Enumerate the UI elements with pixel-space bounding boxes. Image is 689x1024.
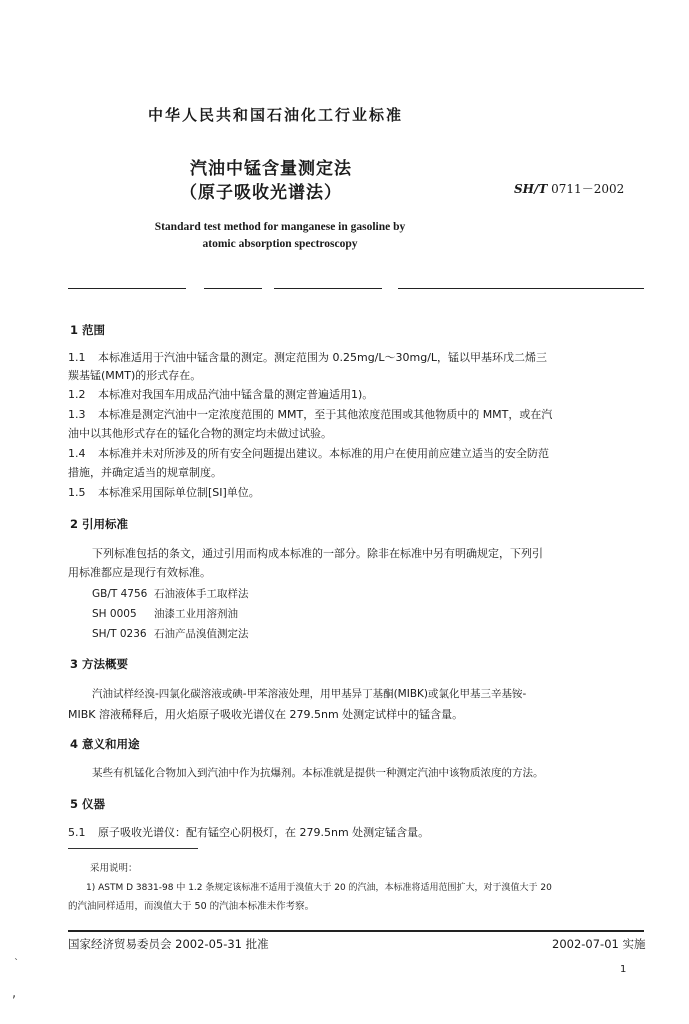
clause-number: 1.4 — [68, 447, 86, 460]
ref-item — [92, 626, 249, 641]
clause-text: 本标准对我国车用成品汽油中锰含量的测定普遍适用1)。 — [98, 388, 374, 401]
clause-1-5 — [68, 484, 646, 501]
english-title-line2: atomic absorption spectroscopy — [202, 238, 358, 250]
english-title-line1: Standard test method for manganese in gasoline by — [154, 221, 406, 233]
title-separator-mid2 — [274, 288, 382, 289]
footnote-line1: 1) ASTM D 3831-98 中 1.2 条规定该标准不适用于溴值大于 20 的汽油，本标准将适用范围扩大，对于溴值大于 20 — [86, 883, 552, 893]
clause-1-1-cont: 羰基锰(MMT)的形式存在。 — [68, 369, 202, 382]
clause-text: 本标准采用国际单位制[SI]单位。 — [98, 486, 260, 499]
scan-speck: , — [12, 986, 17, 1001]
section-1-title: 1 范围 — [70, 323, 106, 337]
ref-name: 石油液体手工取样法 — [154, 588, 249, 600]
title-separator-left — [68, 288, 186, 289]
footer-rule — [68, 930, 644, 932]
section-2-para-line1: 下列标准包括的条文，通过引用而构成本标准的一部分。除非在标准中另有明确规定，下列引 — [92, 547, 543, 560]
approval-date: 国家经济贸易委员会 2002-05-31 批准 — [68, 937, 269, 951]
clause-text: 本标准是测定汽油中一定浓度范围的 MMT，至于其他浓度范围或其他物质中的 MMT，或在汽 — [98, 408, 553, 421]
ref-name: 油漆工业用溶剂油 — [154, 608, 238, 620]
clause-text: 原子吸收光谱仪：配有锰空心阴极灯，在 279.5nm 处测定锰含量。 — [98, 826, 430, 839]
industry-heading: 中华人民共和国石油化工行业标准 — [148, 106, 404, 124]
clause-1-1 — [68, 349, 646, 366]
title-separator-right — [398, 288, 644, 289]
section-2-para-line2: 用标准都应是现行有效标准。 — [68, 566, 211, 579]
section-3-title: 3 方法概要 — [70, 657, 129, 671]
document-title: 汽油中锰含量测定法 — [190, 159, 352, 179]
standard-code-prefix: SH/T — [514, 182, 548, 196]
ref-item — [92, 606, 238, 621]
clause-text: 本标准适用于汽油中锰含量的测定。测定范围为 0.25mg/L～30mg/L，锰以甲基环戊二烯三 — [98, 351, 548, 364]
clause-text: 本标准并未对所涉及的所有安全问题提出建议。本标准的用户在使用前应建立适当的安全防范 — [98, 447, 549, 460]
footnote-rule — [68, 848, 198, 849]
page-number: 1 — [620, 964, 627, 975]
clause-1-4-cont: 措施，并确定适当的规章制度。 — [68, 466, 222, 479]
ref-item — [92, 586, 249, 601]
clause-number: 5.1 — [68, 826, 86, 839]
clause-1-3-cont: 油中以其他形式存在的锰化合物的测定均未做过试验。 — [68, 427, 332, 440]
section-4-title: 4 意义和用途 — [70, 737, 140, 751]
scan-speck: ` — [14, 958, 19, 969]
ref-code: SH/T 0236 — [92, 628, 147, 640]
clause-number: 1.3 — [68, 408, 86, 421]
section-5-title: 5 仪器 — [70, 797, 106, 811]
clause-number: 1.1 — [68, 351, 86, 364]
title-separator-mid1 — [204, 288, 262, 289]
clause-number: 1.2 — [68, 388, 86, 401]
clause-5-1 — [68, 824, 646, 841]
section-3-para-line1: 汽油试样经溴-四氯化碳溶液或碘-甲苯溶液处理，用甲基异丁基酮(MIBK)或氯化甲基三辛基铵- — [92, 688, 527, 700]
standard-code-number: 0711－2002 — [551, 182, 625, 196]
footnote-line2: 的汽油同样适用，而溴值大于 50 的汽油本标准未作考察。 — [68, 901, 315, 912]
clause-number: 1.5 — [68, 486, 86, 499]
clause-1-3 — [68, 406, 646, 423]
effective-date: 2002-07-01 实施 — [552, 937, 646, 951]
section-3-para-line2: MIBK 溶液稀释后，用火焰原子吸收光谱仪在 279.5nm 处测定试样中的锰含量。 — [68, 708, 464, 721]
clause-1-2 — [68, 386, 646, 403]
footnote-label: 采用说明： — [90, 863, 138, 874]
ref-code: GB/T 4756 — [92, 588, 148, 600]
document-subtitle: （原子吸收光谱法） — [180, 183, 342, 203]
section-4-para: 某些有机锰化合物加入到汽油中作为抗爆剂。本标准就是提供一种测定汽油中该物质浓度的方法。 — [92, 767, 544, 779]
clause-1-4 — [68, 445, 646, 462]
standard-code — [514, 180, 624, 197]
ref-code: SH 0005 — [92, 608, 137, 620]
section-2-title: 2 引用标准 — [70, 517, 129, 531]
ref-name: 石油产品溴值测定法 — [154, 628, 249, 640]
